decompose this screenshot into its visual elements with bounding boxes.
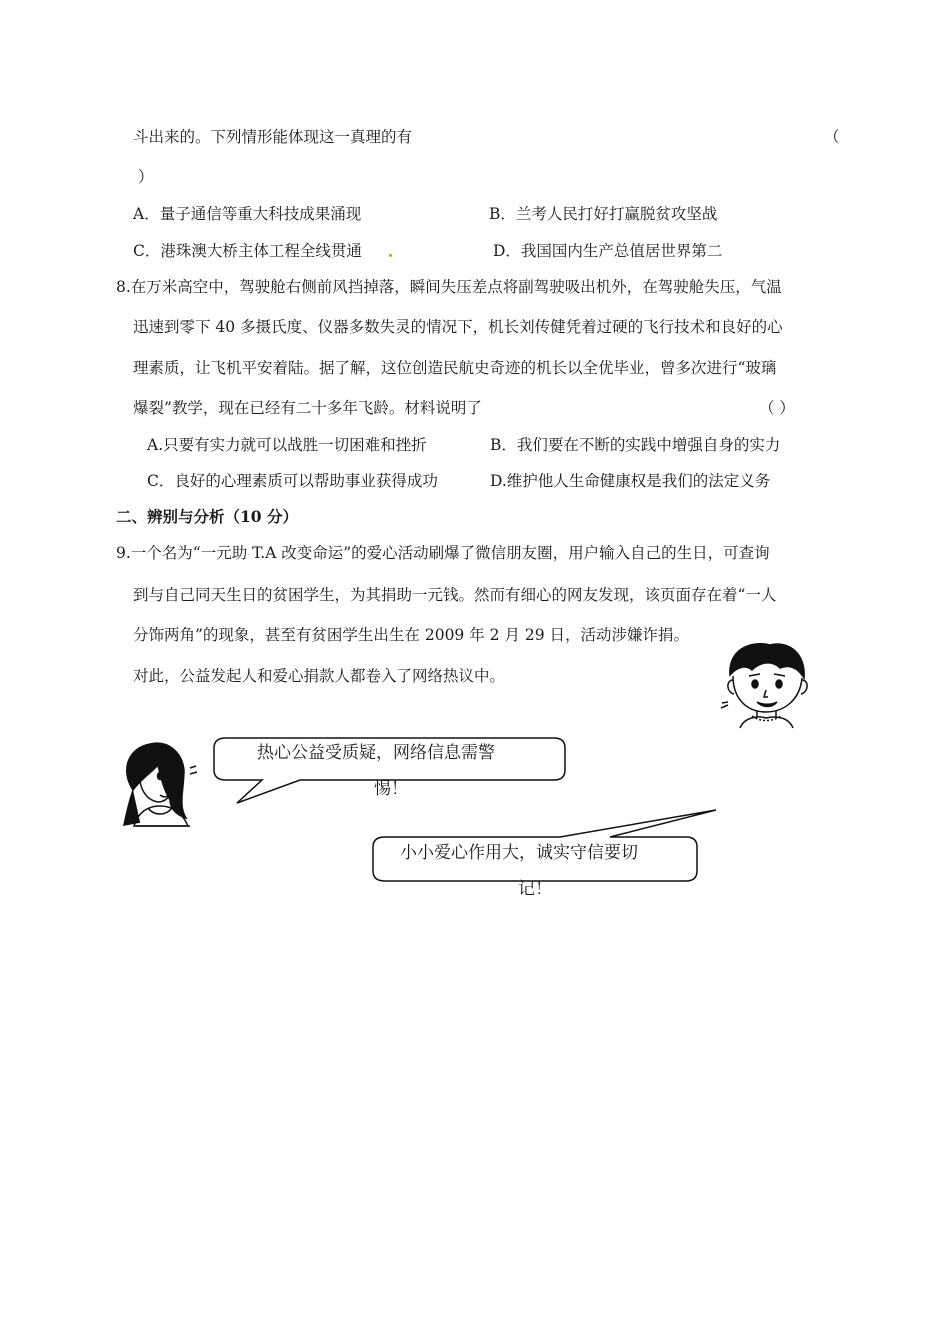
q7-option-d: D．我国国内生产总值居世界第二 [493, 242, 723, 260]
section-heading: 二、辨别与分析（10 分） [116, 507, 298, 526]
q8-option-d: D.维护他人生命健康权是我们的法定义务 [490, 472, 771, 490]
q7-stem: 斗出来的。下列情形能体现这一真理的有 [133, 128, 413, 146]
q8-line-4: 爆裂”教学，现在已经有二十多年飞龄。材料说明了 [133, 399, 482, 417]
girl-bubble-text-line-2: 惕！ [374, 779, 408, 799]
girl-illustration-icon [124, 743, 197, 826]
q7-option-b: B．兰考人民打好打赢脱贫攻坚战 [489, 205, 718, 223]
q8-option-a: A.只要有实力就可以战胜一切困难和挫折 [147, 436, 427, 454]
q8-answer-paren: （ ） [759, 399, 795, 417]
q7-option-a: A．量子通信等重大科技成果涌现 [133, 205, 362, 223]
boy-bubble-text-line-2: 记！ [518, 879, 552, 899]
q8-line-3: 理素质，让飞机平安着陆。据了解，这位创造民航史奇迹的机长以全优毕业，曾多次进行“玻璃 [133, 359, 777, 377]
q8-line-1: 8.在万米高空中，驾驶舱右侧前风挡掉落，瞬间失压差点将副驾驶吸出机外，在驾驶舱失压，气温 [116, 278, 782, 296]
q7-option-c: C．港珠澳大桥主体工程全线贯通 [133, 242, 362, 260]
boy-illustration-icon [721, 644, 807, 728]
q9-line-4: 对此，公益发起人和爱心捐款人都卷入了网络热议中。 [133, 667, 506, 685]
boy-bubble-text-line-1: 小小爱心作用大，诚实守信要切 [400, 843, 638, 863]
q7-paren-open: （ [824, 128, 840, 146]
q9-line-3: 分饰两角”的现象，甚至有贫困学生出生在 2009 年 2 月 29 日，活动涉嫌诈捐。 [133, 626, 690, 644]
q9-line-1: 9.一个名为“一元助 T.A 改变命运”的爱心活动刷爆了微信朋友圈，用户输入自己的生日，可查询 [116, 544, 770, 562]
q8-line-2: 迅速到零下 40 多摄氏度、仪器多数失灵的情况下，机长刘传健凭着过硬的飞行技术和良好的心 [133, 318, 783, 336]
q7-paren-close: ） [138, 168, 154, 186]
q9-line-2: 到与自己同天生日的贫困学生，为其捐助一元钱。然而有细心的网友发现，该页面存在着“一人 [133, 586, 777, 604]
girl-bubble-text-line-1: 热心公益受质疑，网络信息需警 [257, 743, 495, 763]
q8-option-b: B．我们要在不断的实践中增强自身的实力 [490, 436, 781, 454]
q8-option-c: C．良好的心理素质可以帮助事业获得成功 [147, 472, 438, 490]
